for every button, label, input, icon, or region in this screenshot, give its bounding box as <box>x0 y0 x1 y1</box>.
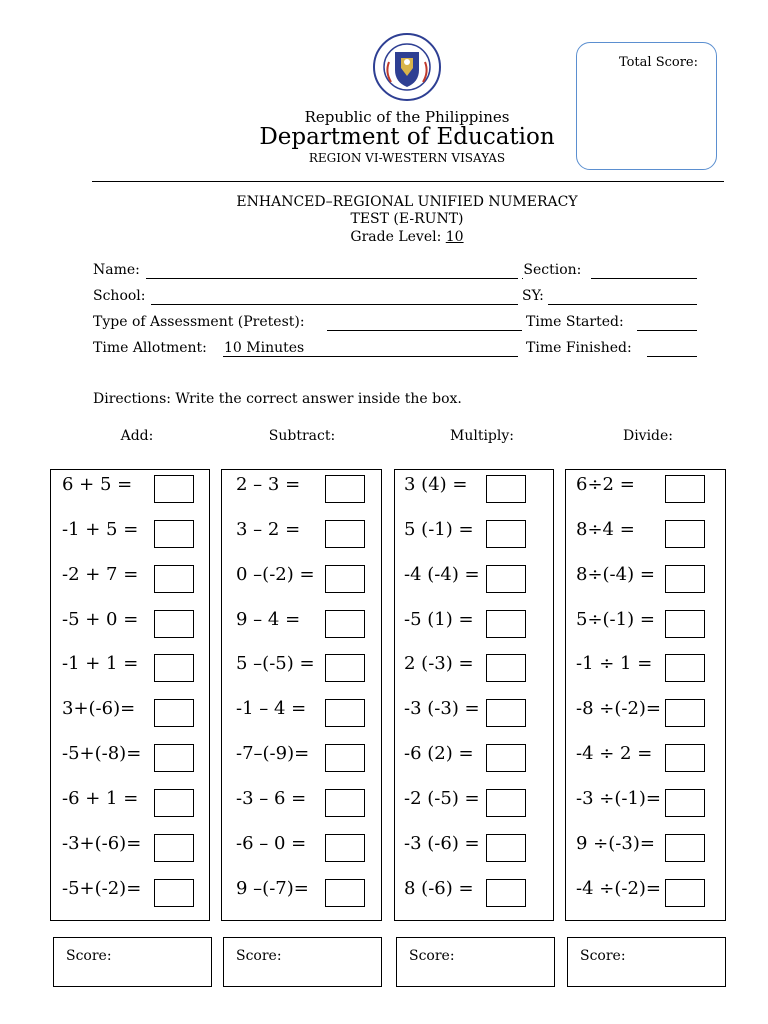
department-title: Department of Education <box>259 124 555 150</box>
add-answer-box-4[interactable] <box>154 610 194 638</box>
column-heading-multiply: Multiply: <box>450 428 514 444</box>
add-problem-5: -1 + 1 = <box>62 653 139 674</box>
divide-answer-box-2[interactable] <box>665 520 705 548</box>
multiply-problem-1: 3 (4) = <box>404 474 468 495</box>
subtract-problem-1: 2 – 3 = <box>236 474 301 495</box>
add-answer-box-3[interactable] <box>154 565 194 593</box>
time-allotment-label: Time Allotment: <box>93 340 207 356</box>
add-score-box[interactable] <box>53 937 212 987</box>
total-score-label: Total Score: <box>618 55 698 70</box>
multiply-problem-6: -3 (-3) = <box>404 698 480 719</box>
add-answer-box-5[interactable] <box>154 654 194 682</box>
divide-problem-2: 8÷4 = <box>576 519 635 540</box>
time-finished-label: Time Finished: <box>526 340 632 356</box>
multiply-problem-8: -2 (-5) = <box>404 788 480 809</box>
multiply-answer-box-4[interactable] <box>486 610 526 638</box>
total-score-box[interactable] <box>576 42 717 170</box>
subtract-answer-box-9[interactable] <box>325 834 365 862</box>
section-label: Section: <box>523 262 582 278</box>
time-finished-field[interactable] <box>647 356 697 357</box>
region-text: REGION VI-WESTERN VISAYAS <box>308 151 506 165</box>
multiply-score-box[interactable] <box>396 937 555 987</box>
add-problem-4: -5 + 0 = <box>62 609 139 630</box>
multiply-problem-2: 5 (-1) = <box>404 519 474 540</box>
multiply-problem-7: -6 (2) = <box>404 743 474 764</box>
add-problem-6: 3+(-6)= <box>62 698 136 719</box>
name-label: Name: <box>93 262 140 278</box>
add-answer-box-8[interactable] <box>154 789 194 817</box>
divide-answer-box-7[interactable] <box>665 744 705 772</box>
multiply-answer-box-6[interactable] <box>486 699 526 727</box>
divide-problem-4: 5÷(-1) = <box>576 609 655 630</box>
column-heading-subtract: Subtract: <box>268 428 336 444</box>
column-heading-divide: Divide: <box>622 428 674 444</box>
deped-seal-logo <box>367 32 447 102</box>
add-problem-10: -5+(-2)= <box>62 878 142 899</box>
subtract-problem-7: -7–(-9)= <box>236 743 310 764</box>
republic-text: Republic of the Philippines <box>304 108 510 126</box>
name-field[interactable] <box>146 278 518 279</box>
score-label: Score: <box>580 948 626 964</box>
divide-problem-1: 6÷2 = <box>576 474 635 495</box>
add-answer-box-9[interactable] <box>154 834 194 862</box>
test-title-line2: TEST (E-RUNT) <box>350 211 464 227</box>
subtract-answer-box-10[interactable] <box>325 879 365 907</box>
subtract-answer-box-2[interactable] <box>325 520 365 548</box>
sy-label: SY: <box>522 288 544 304</box>
divide-problem-5: -1 ÷ 1 = <box>576 653 653 674</box>
multiply-answer-box-9[interactable] <box>486 834 526 862</box>
divide-problem-3: 8÷(-4) = <box>576 564 655 585</box>
subtract-answer-box-1[interactable] <box>325 475 365 503</box>
section-field[interactable] <box>591 278 697 279</box>
divide-answer-box-5[interactable] <box>665 654 705 682</box>
assessment-field[interactable] <box>327 330 522 331</box>
divide-answer-box-9[interactable] <box>665 834 705 862</box>
multiply-problem-10: 8 (-6) = <box>404 878 474 899</box>
column-heading-add: Add: <box>120 428 154 444</box>
score-label: Score: <box>66 948 112 964</box>
multiply-answer-box-7[interactable] <box>486 744 526 772</box>
divide-answer-box-6[interactable] <box>665 699 705 727</box>
multiply-answer-box-3[interactable] <box>486 565 526 593</box>
directions-text: Directions: Write the correct answer inside the box. <box>93 391 462 407</box>
divide-score-box[interactable] <box>567 937 726 987</box>
add-answer-box-7[interactable] <box>154 744 194 772</box>
add-problem-9: -3+(-6)= <box>62 833 142 854</box>
subtract-answer-box-8[interactable] <box>325 789 365 817</box>
divide-problem-10: -4 ÷(-2)= <box>576 878 661 899</box>
time-allotment-value: 10 Minutes <box>224 340 305 356</box>
header-divider <box>92 181 724 182</box>
subtract-problem-4: 9 – 4 = <box>236 609 301 630</box>
subtract-problem-8: -3 – 6 = <box>236 788 307 809</box>
add-problem-2: -1 + 5 = <box>62 519 139 540</box>
subtract-problem-5: 5 –(-5) = <box>236 653 315 674</box>
add-problem-8: -6 + 1 = <box>62 788 139 809</box>
divide-problem-6: -8 ÷(-2)= <box>576 698 661 719</box>
time-started-field[interactable] <box>637 330 697 331</box>
subtract-answer-box-4[interactable] <box>325 610 365 638</box>
multiply-answer-box-1[interactable] <box>486 475 526 503</box>
subtract-problem-10: 9 –(-7)= <box>236 878 309 899</box>
grade-level-label: Grade Level: <box>350 229 446 245</box>
subtract-problem-2: 3 – 2 = <box>236 519 301 540</box>
time-allotment-field[interactable] <box>223 356 518 357</box>
multiply-answer-box-8[interactable] <box>486 789 526 817</box>
school-field[interactable] <box>151 304 518 305</box>
multiply-problem-4: -5 (1) = <box>404 609 474 630</box>
subtract-problem-3: 0 –(-2) = <box>236 564 315 585</box>
grade-level-value: 10 <box>445 229 464 245</box>
multiply-answer-box-5[interactable] <box>486 654 526 682</box>
divide-problem-8: -3 ÷(-1)= <box>576 788 661 809</box>
sy-field[interactable] <box>548 304 697 305</box>
divide-problem-7: -4 ÷ 2 = <box>576 743 653 764</box>
divide-answer-box-3[interactable] <box>665 565 705 593</box>
subtract-score-box[interactable] <box>223 937 382 987</box>
divide-answer-box-1[interactable] <box>665 475 705 503</box>
assessment-label: Type of Assessment (Pretest): <box>93 314 305 330</box>
add-answer-box-2[interactable] <box>154 520 194 548</box>
subtract-answer-box-3[interactable] <box>325 565 365 593</box>
multiply-answer-box-2[interactable] <box>486 520 526 548</box>
divide-answer-box-8[interactable] <box>665 789 705 817</box>
divide-problem-9: 9 ÷(-3)= <box>576 833 655 854</box>
score-label: Score: <box>236 948 282 964</box>
subtract-answer-box-7[interactable] <box>325 744 365 772</box>
test-title-line1: ENHANCED–REGIONAL UNIFIED NUMERACY <box>236 194 578 210</box>
multiply-problem-5: 2 (-3) = <box>404 653 474 674</box>
time-started-label: Time Started: <box>526 314 624 330</box>
multiply-answer-box-10[interactable] <box>486 879 526 907</box>
add-answer-box-1[interactable] <box>154 475 194 503</box>
add-problem-3: -2 + 7 = <box>62 564 139 585</box>
subtract-problem-6: -1 – 4 = <box>236 698 307 719</box>
school-label: School: <box>93 288 146 304</box>
add-answer-box-6[interactable] <box>154 699 194 727</box>
subtract-problem-9: -6 – 0 = <box>236 833 307 854</box>
divide-answer-box-10[interactable] <box>665 879 705 907</box>
score-label: Score: <box>409 948 455 964</box>
add-problem-7: -5+(-8)= <box>62 743 142 764</box>
add-answer-box-10[interactable] <box>154 879 194 907</box>
grade-level <box>150 229 664 245</box>
divide-answer-box-4[interactable] <box>665 610 705 638</box>
add-problem-1: 6 + 5 = <box>62 474 133 495</box>
subtract-answer-box-5[interactable] <box>325 654 365 682</box>
multiply-problem-9: -3 (-6) = <box>404 833 480 854</box>
subtract-answer-box-6[interactable] <box>325 699 365 727</box>
multiply-problem-3: -4 (-4) = <box>404 564 480 585</box>
